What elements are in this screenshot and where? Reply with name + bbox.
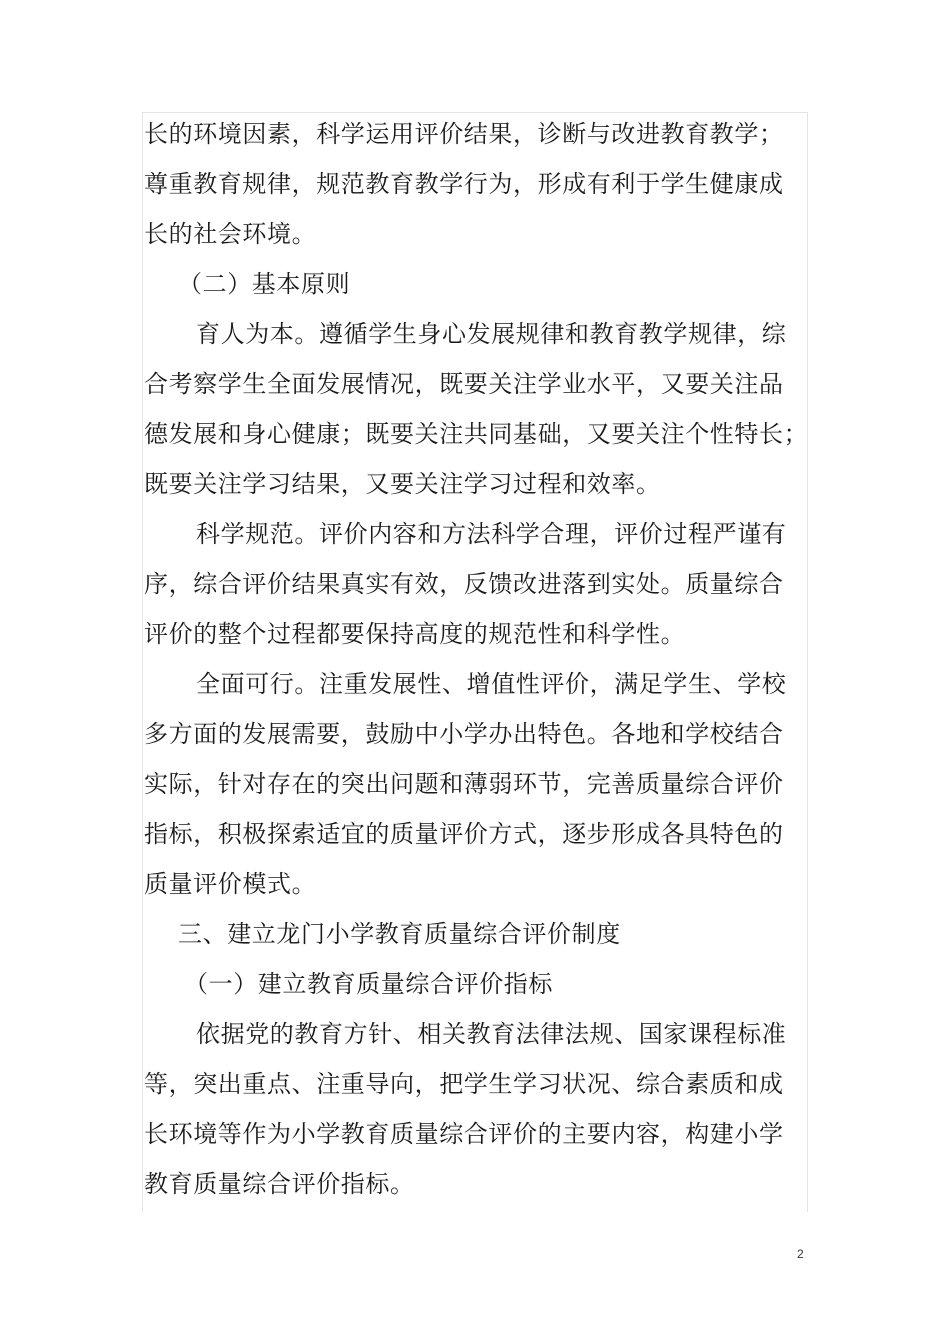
text-line: 评价的整个过程都要保持高度的规范性和科学性。 xyxy=(144,620,686,648)
section-heading: 三、建立龙门小学教育质量综合评价制度 xyxy=(178,920,621,948)
text-line: 指标，积极探索适宜的质量评价方式，逐步形成各具特色的 xyxy=(144,820,784,848)
text-line: 序，综合评价结果真实有效，反馈改进落到实处。质量综合 xyxy=(144,570,784,598)
paragraph-start: 依据党的教育方针、相关教育法律法规、国家课程标准 xyxy=(196,1020,787,1048)
paragraph-start: 科学规范。评价内容和方法科学合理，评价过程严谨有 xyxy=(196,520,787,548)
text-line: 长环境等作为小学教育质量综合评价的主要内容，构建小学 xyxy=(144,1120,784,1148)
text-line: 长的环境因素，科学运用评价结果，诊断与改进教育教学； xyxy=(144,120,784,148)
text-line: 既要关注学习结果，又要关注学习过程和效率。 xyxy=(144,470,661,498)
text-line: 教育质量综合评价指标。 xyxy=(144,1170,415,1198)
text-line: 长的社会环境。 xyxy=(144,220,317,248)
subsection-heading: （一）建立教育质量综合评价指标 xyxy=(184,970,553,998)
text-line: 等，突出重点、注重导向，把学生学习状况、综合素质和成 xyxy=(144,1070,784,1098)
text-line: 尊重教育规律，规范教育教学行为，形成有利于学生健康成 xyxy=(144,170,784,198)
text-line: 合考察学生全面发展情况，既要关注学业水平，又要关注品 xyxy=(144,370,784,398)
text-line: 德发展和身心健康；既要关注共同基础，又要关注个性特长； xyxy=(144,420,809,448)
text-line: 多方面的发展需要，鼓励中小学办出特色。各地和学校结合 xyxy=(144,720,784,748)
paragraph-start: 育人为本。遵循学生身心发展规律和教育教学规律，综 xyxy=(196,320,787,348)
text-line: 质量评价模式。 xyxy=(144,870,317,898)
paragraph-start: 全面可行。注重发展性、增值性评价，满足学生、学校 xyxy=(196,670,787,698)
document-body xyxy=(144,109,808,1209)
text-line: 实际，针对存在的突出问题和薄弱环节，完善质量综合评价 xyxy=(144,770,784,798)
page-number: 2 xyxy=(797,1247,804,1261)
section-heading: （二）基本原则 xyxy=(178,270,351,298)
